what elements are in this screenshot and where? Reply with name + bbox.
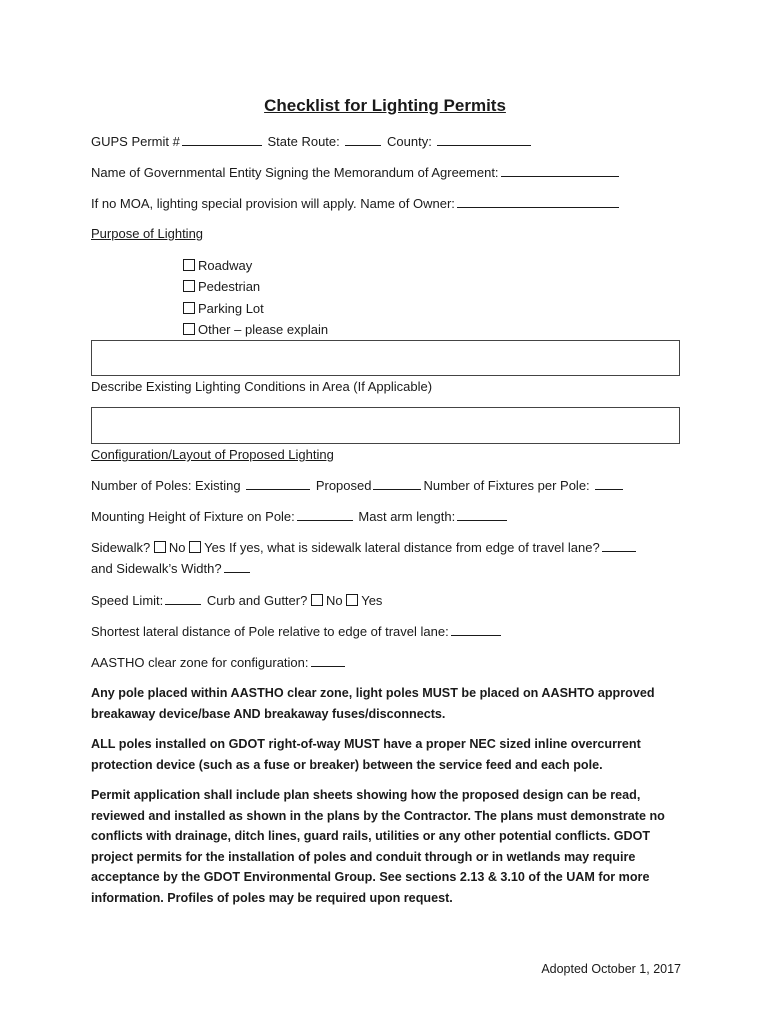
owner-row <box>91 195 621 212</box>
purpose-option-roadway[interactable] <box>183 258 252 274</box>
moa-entity-label: Name of Governmental Entity Signing the Memorandum of Agreement: <box>91 165 499 180</box>
state-route-label: State Route: <box>267 134 340 149</box>
mounting-height-field[interactable] <box>297 508 353 521</box>
adopted-date: Adopted October 1, 2017 <box>541 962 681 976</box>
county-label: County: <box>387 134 432 149</box>
roadway-checkbox[interactable] <box>183 259 195 271</box>
sidewalk-question: Sidewalk? <box>91 540 151 555</box>
owner-label: If no MOA, lighting special provision will apply. Name of Owner: <box>91 196 455 211</box>
configuration-heading: Configuration/Layout of Proposed Lighting <box>91 447 334 462</box>
pedestrian-label: Pedestrian <box>198 279 261 294</box>
mast-arm-field[interactable] <box>457 508 507 521</box>
purpose-heading: Purpose of Lighting <box>91 226 204 241</box>
plans-note: Permit application shall include plan sheets showing how the proposed design can be read, reviewed and installed as shown in the plans by the Contractor. The plans must demonstrate no conflicts with drainage, ditch lines, guard rails, utilities or any other potential conflicts. GDOT project permits for the installation of poles and conduit through or in wetlands may require acceptance by the GDOT Environmental Group. See sections 2.13 & 3.10 of the UAM for more information. Profiles of poles may be required upon request. <box>91 788 665 905</box>
existing-conditions-textarea[interactable] <box>91 407 680 444</box>
fixtures-label: Number of Fixtures per Pole: <box>423 478 590 493</box>
moa-entity-row <box>91 164 621 181</box>
curb-gutter-label: Curb and Gutter? <box>206 593 308 608</box>
speed-limit-field[interactable] <box>165 592 201 605</box>
state-route-field[interactable] <box>345 133 381 146</box>
purpose-option-pedestrian[interactable] <box>183 279 260 295</box>
moa-entity-field[interactable] <box>501 164 619 177</box>
gups-permit-row <box>91 133 533 150</box>
gups-permit-label: GUPS Permit # <box>91 134 180 149</box>
sidewalk-yes-checkbox[interactable] <box>189 541 201 553</box>
other-label: Other – please explain <box>198 322 329 337</box>
curb-no-checkbox[interactable] <box>311 594 323 606</box>
mounting-height-label: Mounting Height of Fixture on Pole: <box>91 509 295 524</box>
mast-arm-label: Mast arm length: <box>358 509 456 524</box>
existing-conditions-label: Describe Existing Lighting Conditions in Area (If Applicable) <box>91 379 433 394</box>
purpose-option-parking[interactable] <box>183 301 264 317</box>
curb-yes-label: Yes <box>361 593 383 608</box>
nec-note: ALL poles installed on GDOT right-of-way MUST have a proper NEC sized inline overcurrent protection device (such as a fuse or breaker) between the service feed and each pole. <box>91 737 641 772</box>
purpose-option-other[interactable] <box>183 322 328 338</box>
clear-zone-row <box>91 654 347 671</box>
sidewalk-width-field[interactable] <box>224 560 250 573</box>
parking-lot-checkbox[interactable] <box>183 302 195 314</box>
curb-no-label: No <box>325 593 343 608</box>
sidewalk-width-row <box>91 560 252 577</box>
sidewalk-no-checkbox[interactable] <box>154 541 166 553</box>
fixtures-field[interactable] <box>595 477 623 490</box>
sidewalk-width-label: and Sidewalk’s Width? <box>91 561 222 576</box>
other-checkbox[interactable] <box>183 323 195 335</box>
sidewalk-no-label: No <box>168 540 186 555</box>
sidewalk-distance-field[interactable] <box>602 539 636 552</box>
poles-existing-field[interactable] <box>246 477 310 490</box>
purpose-explain-textarea[interactable] <box>91 340 680 376</box>
poles-existing-label: Number of Poles: Existing <box>91 478 241 493</box>
pedestrian-checkbox[interactable] <box>183 280 195 292</box>
sidewalk-distance-label: If yes, what is sidewalk lateral distance from edge of travel lane? <box>228 540 600 555</box>
roadway-label: Roadway <box>198 258 253 273</box>
curb-yes-checkbox[interactable] <box>346 594 358 606</box>
parking-lot-label: Parking Lot <box>198 301 264 316</box>
gups-permit-field[interactable] <box>182 133 262 146</box>
shortest-distance-row <box>91 623 503 640</box>
mounting-row <box>91 508 509 525</box>
clear-zone-field[interactable] <box>311 654 345 667</box>
sidewalk-row <box>91 539 638 556</box>
owner-field[interactable] <box>457 195 619 208</box>
shortest-distance-label: Shortest lateral distance of Pole relative to edge of travel lane: <box>91 624 449 639</box>
shortest-distance-field[interactable] <box>451 623 501 636</box>
page-title: Checklist for Lighting Permits <box>264 96 506 115</box>
county-field[interactable] <box>437 133 531 146</box>
poles-proposed-field[interactable] <box>373 477 421 490</box>
speed-limit-label: Speed Limit: <box>91 593 164 608</box>
poles-row <box>91 477 625 494</box>
breakaway-note: Any pole placed within AASTHO clear zone, light poles MUST be placed on AASHTO approved breakaway device/base AND breakaway fuses/disconnects. <box>91 686 655 721</box>
sidewalk-yes-label: Yes <box>204 540 226 555</box>
clear-zone-label: AASTHO clear zone for configuration: <box>91 655 309 670</box>
poles-proposed-label: Proposed <box>315 478 372 493</box>
speed-row <box>91 592 382 609</box>
